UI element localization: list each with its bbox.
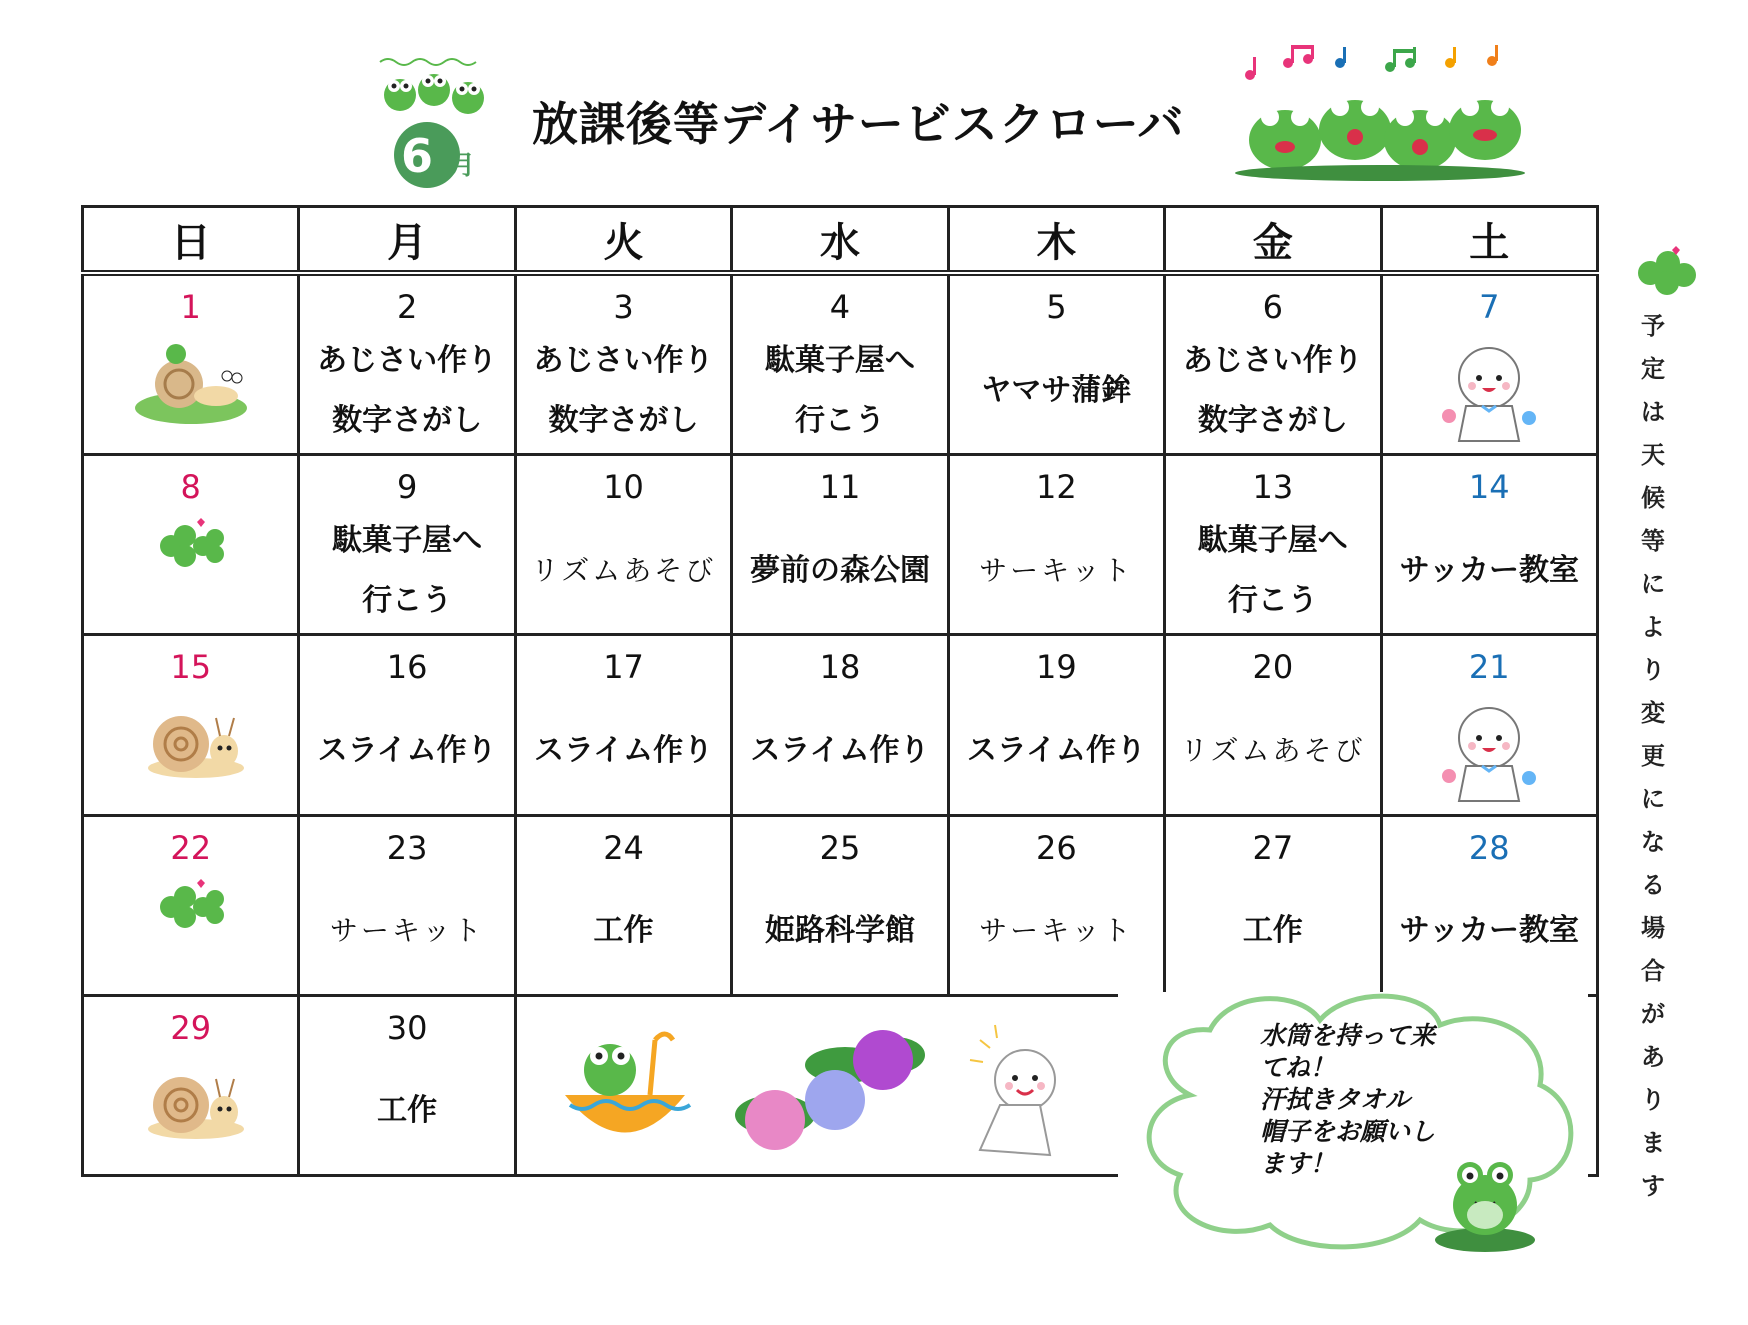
event-block: [950, 869, 1163, 994]
event-block: [733, 688, 946, 813]
calendar-day-cell: [1381, 273, 1597, 455]
event-label: あじさい作り: [317, 342, 498, 378]
weekday-header: 木: [948, 207, 1164, 274]
calendar-day-cell: [732, 815, 948, 995]
month-number: 6: [400, 129, 434, 183]
event-label: 行こう: [362, 582, 453, 618]
weekday-header: 月: [299, 207, 515, 274]
event-label: サーキット: [979, 553, 1134, 587]
notice-line: てね！: [1260, 1053, 1336, 1082]
day-number: 6: [1262, 288, 1283, 326]
month-suffix: 月: [448, 151, 476, 181]
event-label: ヤマサ蒲鉾: [981, 372, 1132, 408]
event-label: スライム作り: [317, 732, 497, 768]
day-number: 27: [1252, 828, 1294, 867]
snail-icon: [84, 1057, 297, 1151]
calendar-week-row: [83, 273, 1598, 455]
snail-icon: [84, 696, 297, 790]
day-number: 23: [386, 828, 428, 867]
event-label: 行こう: [794, 402, 885, 438]
calendar-day-cell: [732, 455, 948, 635]
event-block: [517, 688, 730, 813]
event-label: サーキット: [329, 914, 485, 948]
day-number: 14: [1468, 468, 1510, 507]
day-number: 13: [1252, 468, 1294, 507]
month-badge: [372, 50, 502, 190]
day-number: 4: [829, 288, 851, 326]
calendar-day-cell: [1165, 273, 1381, 455]
day-number: 7: [1479, 288, 1500, 326]
day-number: 9: [396, 468, 418, 507]
calendar-day-cell: [732, 635, 948, 815]
calendar-day-cell: [299, 995, 515, 1175]
hydrangea-icon: [735, 1025, 930, 1155]
calendar-day-cell: [1381, 455, 1597, 635]
singing-frogs-icon: [380, 59, 484, 114]
calendar-day-cell: [1165, 815, 1381, 995]
frog-icon: [1430, 1140, 1545, 1255]
event-label: 駄菓子屋へ: [332, 522, 483, 558]
teru-teru-bozu-icon: [1383, 696, 1596, 810]
snail-on-leaf-icon: [84, 336, 297, 435]
calendar-day-cell: [948, 815, 1164, 995]
event-label: 工作: [593, 913, 654, 949]
event-block: [733, 869, 946, 994]
teru-teru-bozu-icon: [965, 1020, 1075, 1160]
calendar-day-cell: [83, 455, 299, 635]
event-block: [1166, 328, 1379, 453]
day-number: 26: [1036, 828, 1077, 867]
event-label: 数字さがし: [1197, 402, 1348, 438]
notice-line: 汗拭きタオル: [1260, 1085, 1411, 1114]
event-block: [300, 869, 513, 994]
event-label: 駄菓子屋へ: [764, 342, 915, 378]
weekday-header: 火: [515, 207, 731, 274]
day-number: 19: [1036, 648, 1077, 687]
event-label: 夢前の森公園: [749, 552, 930, 588]
notice-line: 帽子をお願いし: [1260, 1117, 1436, 1146]
day-number: 20: [1252, 648, 1294, 687]
day-number: 24: [603, 828, 644, 867]
day-number: 29: [170, 1008, 212, 1047]
event-label: リズムあそび: [1180, 733, 1366, 767]
event-label: 工作: [1242, 913, 1303, 949]
event-block: [517, 869, 730, 994]
event-block: [300, 328, 513, 453]
event-block: [1383, 508, 1596, 633]
page-title: 放課後等デイサービスクローバ: [532, 97, 1185, 151]
event-label: あじさい作り: [533, 342, 714, 378]
event-block: [950, 508, 1163, 633]
event-label: スライム作り: [534, 732, 714, 768]
calendar-day-cell: [83, 995, 299, 1175]
event-block: [517, 328, 730, 453]
calendar-day-cell: [299, 815, 515, 995]
day-number: 16: [386, 648, 428, 687]
event-block: [733, 328, 946, 453]
clover-icon: [84, 516, 297, 580]
calendar-day-cell: [1165, 455, 1381, 635]
calendar-week-row: [83, 815, 1598, 995]
day-number: 21: [1468, 648, 1510, 687]
event-block: [733, 508, 946, 633]
calendar-day-cell: [515, 273, 731, 455]
weekday-header: 土: [1381, 207, 1597, 274]
day-number: 1: [180, 288, 201, 326]
day-number: 12: [1036, 468, 1077, 507]
clover-icon: [1632, 245, 1702, 300]
event-label: スライム作り: [750, 732, 930, 768]
side-note: 予定は天候等により変更になる場合があります: [1641, 312, 1665, 1200]
event-label: 行こう: [1227, 582, 1318, 618]
day-number: 11: [819, 468, 861, 507]
event-block: [300, 688, 513, 813]
event-block: [1383, 869, 1596, 994]
event-label: サッカー教室: [1399, 552, 1579, 588]
event-block: [1166, 688, 1379, 813]
event-label: 工作: [377, 1093, 438, 1129]
day-number: 8: [180, 468, 201, 507]
calendar-day-cell: [515, 455, 731, 635]
weekday-header: 金: [1165, 207, 1381, 274]
event-label: 数字さがし: [332, 402, 483, 438]
calendar-day-cell: [948, 273, 1164, 455]
calendar-day-cell: [299, 635, 515, 815]
singing-frogs-icon: [1230, 45, 1530, 185]
day-number: 2: [396, 288, 418, 326]
day-number: 17: [603, 648, 644, 687]
calendar-day-cell: [515, 815, 731, 995]
event-block: [517, 508, 730, 633]
calendar-day-cell: [299, 455, 515, 635]
event-label: サーキット: [979, 914, 1134, 948]
event-label: リズムあそび: [530, 553, 717, 587]
calendar-day-cell: [299, 273, 515, 455]
calendar-day-cell: [1381, 815, 1597, 995]
calendar-day-cell: [83, 273, 299, 455]
calendar-week-row: [83, 455, 1598, 635]
event-block: [950, 328, 1163, 453]
day-number: 30: [386, 1008, 428, 1047]
day-number: 3: [613, 288, 634, 326]
calendar-day-cell: [948, 635, 1164, 815]
teru-teru-bozu-icon: [1383, 336, 1596, 450]
event-label: 駄菓子屋へ: [1197, 522, 1348, 558]
calendar-day-cell: [83, 635, 299, 815]
event-label: 姫路科学館: [764, 913, 915, 949]
notice-line: 水筒を持って来: [1260, 1021, 1436, 1050]
day-number: 22: [170, 828, 212, 867]
event-block: [300, 1049, 513, 1174]
event-label: スライム作り: [966, 732, 1146, 768]
weekday-header-row: [83, 207, 1598, 274]
day-number: 5: [1046, 288, 1067, 326]
event-label: 数字さがし: [548, 402, 699, 438]
notice-line: ます！: [1260, 1149, 1336, 1178]
calendar-day-cell: [515, 635, 731, 815]
weekday-header: 日: [83, 207, 299, 274]
calendar-day-cell: [83, 815, 299, 995]
event-block: [1166, 508, 1379, 633]
calendar-day-cell: [732, 273, 948, 455]
day-number: 25: [819, 828, 861, 867]
frog-umbrella-icon: [555, 1020, 695, 1160]
day-number: 28: [1468, 828, 1510, 867]
clover-icon: [84, 877, 297, 941]
day-number: 18: [819, 648, 861, 687]
event-label: あじさい作り: [1182, 342, 1363, 378]
calendar-day-cell: [948, 455, 1164, 635]
event-block: [1166, 869, 1379, 994]
day-number: 10: [603, 468, 644, 507]
calendar-day-cell: [1165, 635, 1381, 815]
calendar-day-cell: [1381, 635, 1597, 815]
day-number: 15: [170, 648, 212, 687]
event-block: [300, 508, 513, 633]
weekday-header: 水: [732, 207, 948, 274]
calendar-week-row: [83, 635, 1598, 815]
event-block: [950, 688, 1163, 813]
event-label: サッカー教室: [1399, 913, 1579, 949]
